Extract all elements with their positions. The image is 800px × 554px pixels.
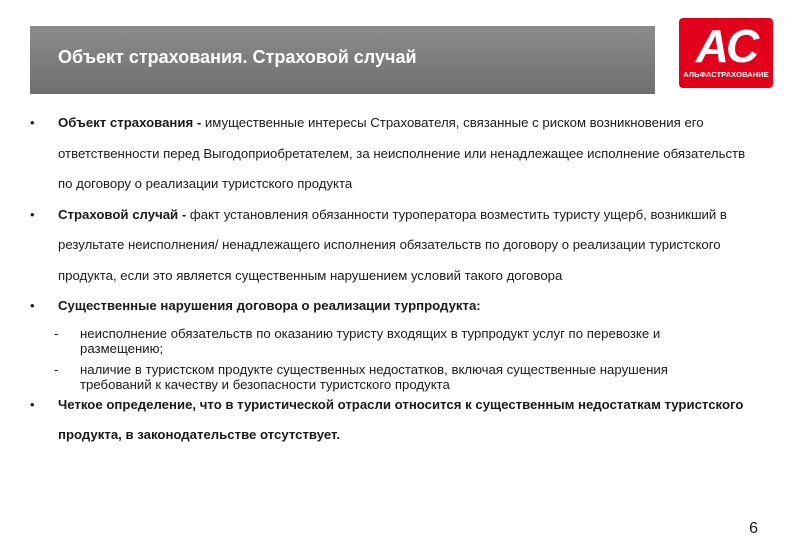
bullet-material-breaches (30, 291, 760, 322)
sub-item (30, 362, 760, 392)
logo-mark: AC (695, 20, 757, 72)
logo-badge (679, 18, 773, 88)
bullet-insured-event (30, 200, 760, 292)
bullet-note-text: Четкое определение, что в туристической отрасли относится к существенным недостаткам туристского продукта, в законодательстве отсутствует. (58, 396, 744, 442)
bullet-marker: • (30, 206, 35, 222)
slide-title: Объект страхования. Страховой случай (58, 47, 417, 67)
bullet-marker: • (30, 298, 35, 313)
page-number: 6 (749, 520, 758, 537)
slide-content (30, 108, 760, 451)
bullet-heading: Существенные нарушения договора о реализации турпродукта: (58, 298, 481, 313)
bullet-term: Страховой случай - (58, 206, 190, 222)
bullet-marker: • (30, 115, 35, 130)
bullet-definition-note (30, 390, 760, 451)
bullet-term: Объект страхования - (58, 115, 205, 130)
sub-item (30, 326, 760, 356)
company-logo (673, 16, 779, 102)
sub-item-text: наличие в туристском продукте существенных недостатков, включая существенные нарушения требований к качеству и безопасности туристского продукта (80, 361, 668, 392)
bullet-insurance-object (30, 108, 760, 200)
bullet-text: факт установления обязанности туроператора возместить туристу ущерб, возникший в результате неисполнения/ ненадлежащего исполнения обязательств по договору о реализации туристского продукта, если это является существенным нарушением условий такого договора (58, 206, 727, 283)
sub-item-marker: - (54, 361, 59, 377)
bullet-text: имущественные интересы Страхователя, связанные с риском возникновения его ответственности перед Выгодоприобретателем, за неисполнение или ненадлежащее исполнение обязательств по договору о реализации туристского продукта (58, 115, 746, 191)
logo-name: АЛЬФАСТРАХОВАНИЕ (683, 70, 769, 79)
sub-item-marker: - (54, 325, 59, 341)
bullet-marker: • (30, 396, 35, 412)
sub-item-text: неисполнение обязательств по оказанию туристу входящих в турпродукт услуг по перевозке и размещению; (80, 325, 661, 356)
